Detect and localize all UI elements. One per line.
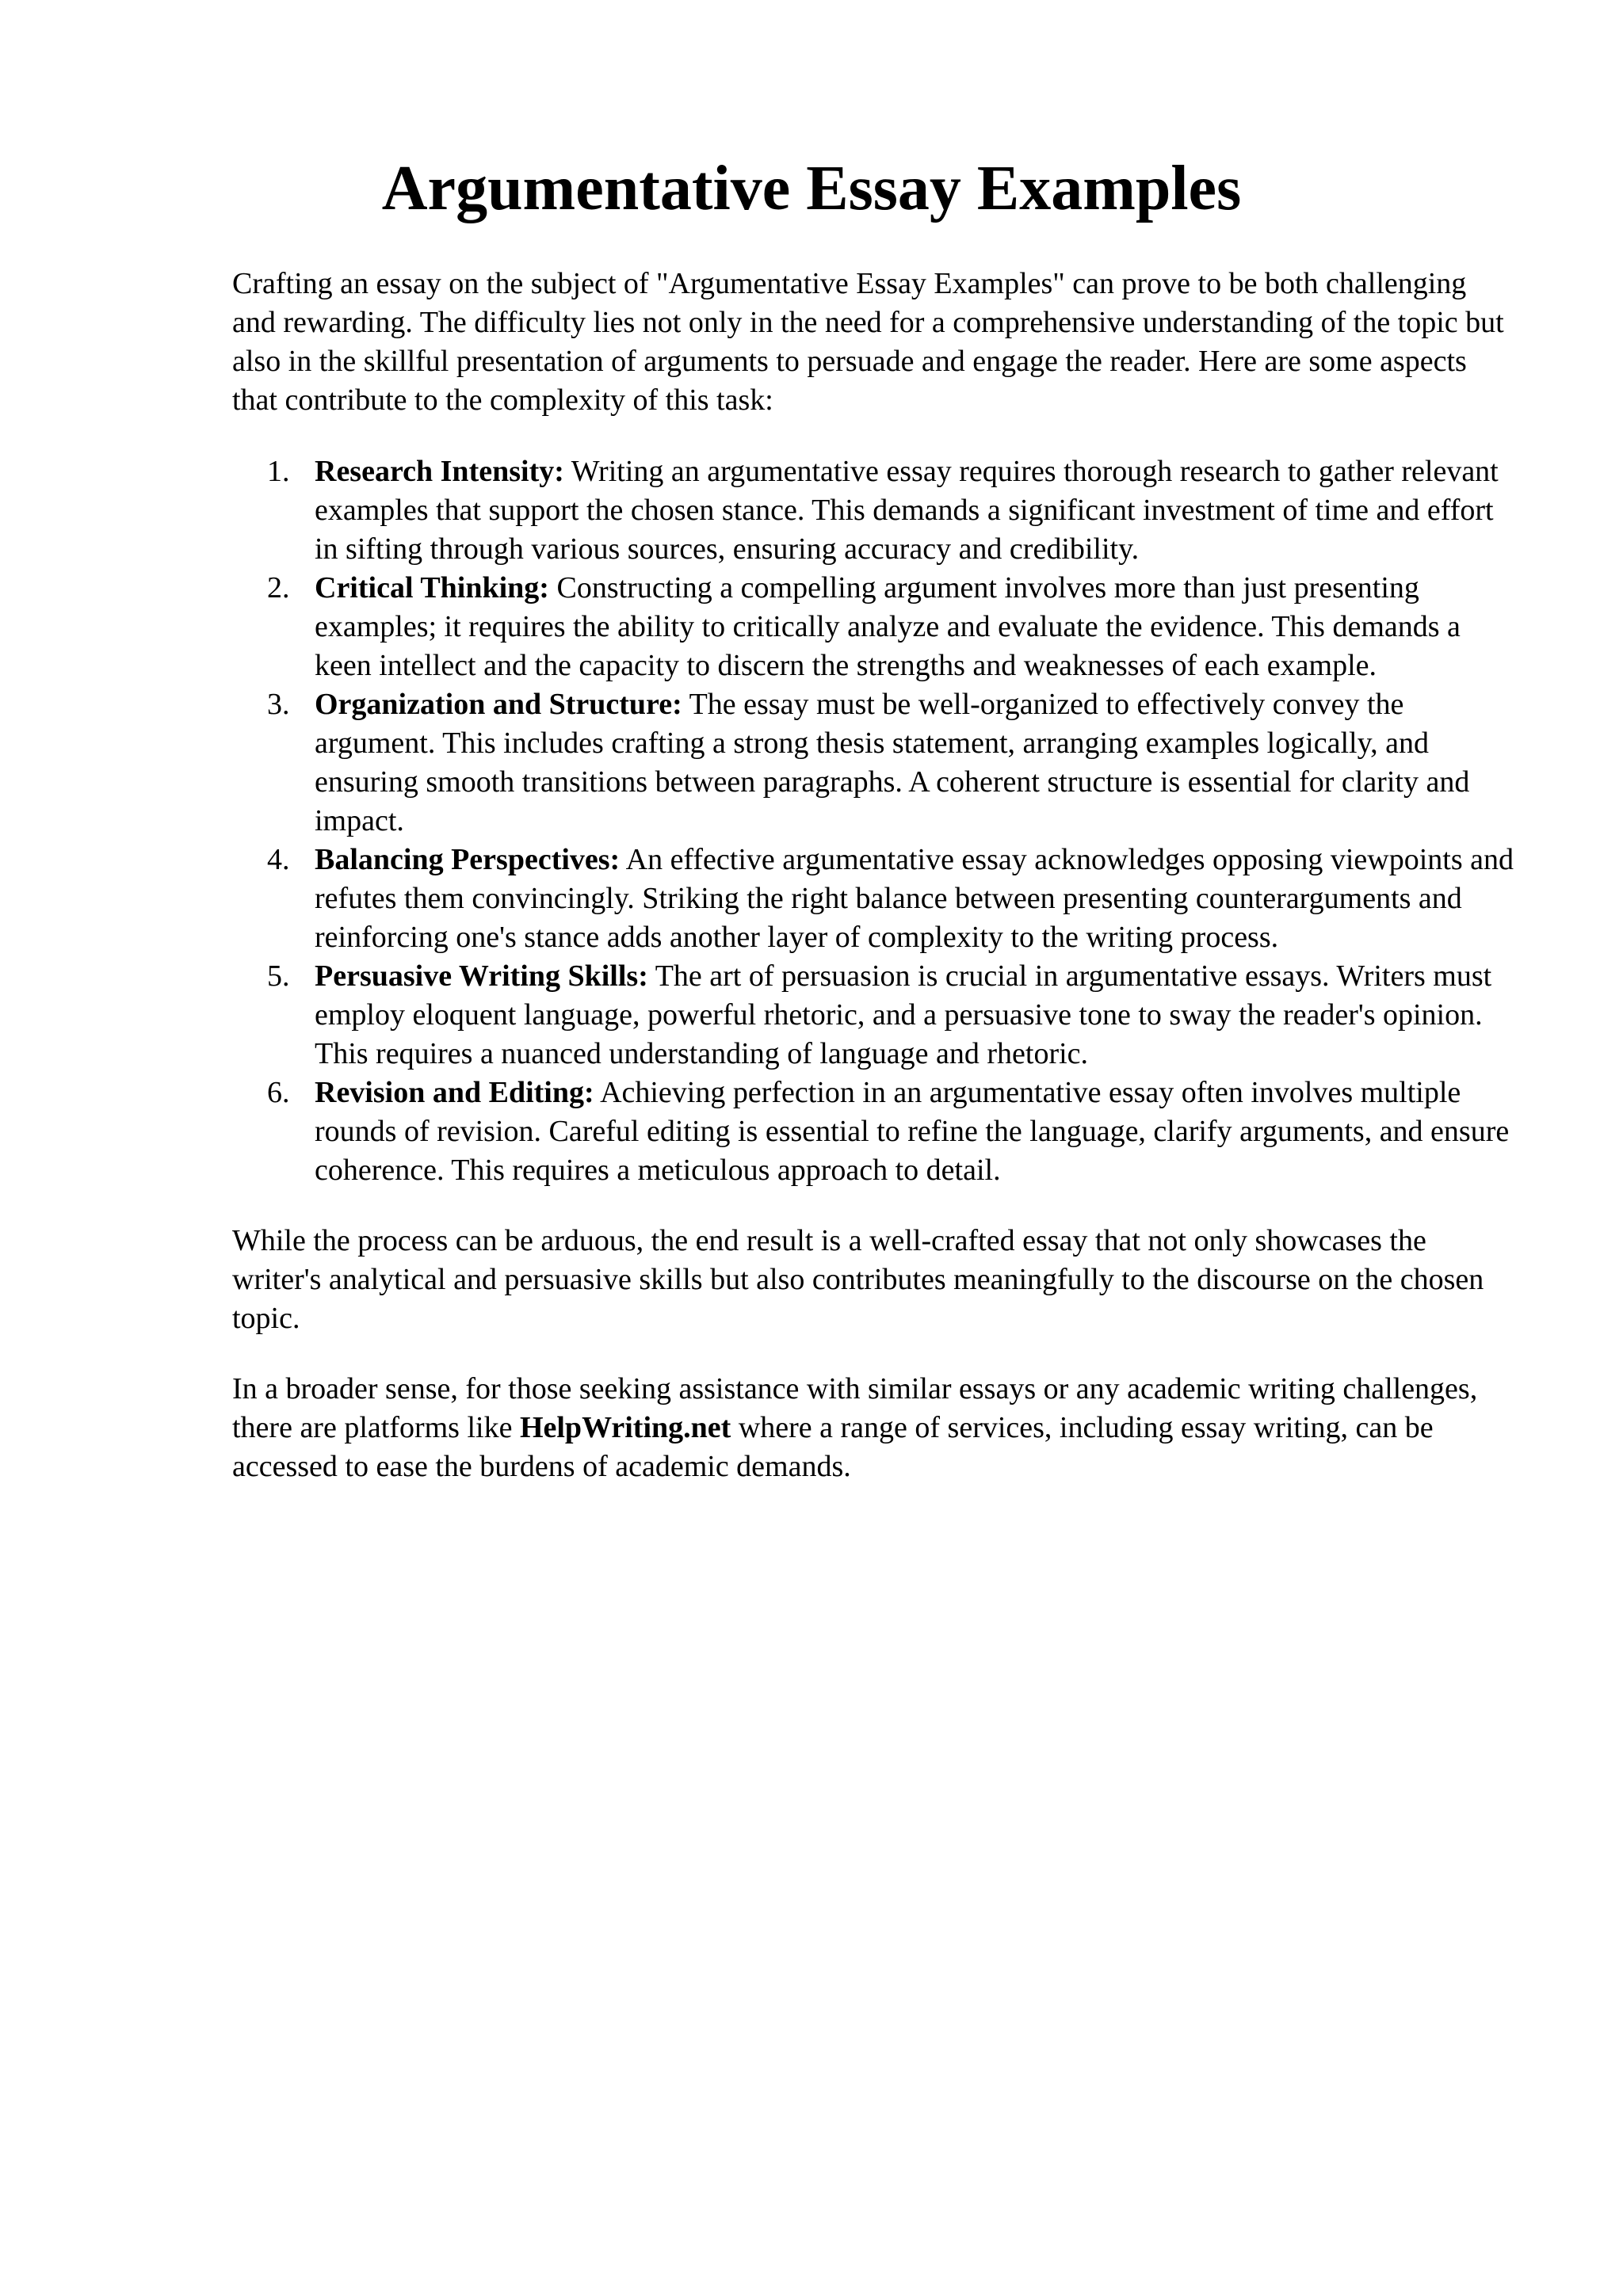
closing-text-after: where a range of services, including essay writing, can be accessed to ease the burdens of academic demands. xyxy=(232,1411,1434,1483)
list-item-revision-and-editing xyxy=(315,1074,1516,1190)
aspect-term: Organization and Structure: xyxy=(315,688,682,721)
aspect-term: Research Intensity: xyxy=(315,455,564,488)
list-item-organization-and-structure xyxy=(315,685,1516,841)
list-item-persuasive-writing-skills xyxy=(315,957,1516,1074)
aspect-text: Achieving perfection in an argumentative essay often involves multiple rounds of revision. Careful editing is essential to refine the language, clarify arguments, and ensure coherence. This requires a meticulous approach to detail. xyxy=(315,1076,1510,1187)
intro-paragraph: Crafting an essay on the subject of "Argumentative Essay Examples" can prove to be both challenging and rewarding. The difficulty lies not only in the need for a comprehensive understanding of the topic but also in the skillful presentation of arguments to persuade and engage the reader. Here are some aspects that contribute to the complexity of this task: xyxy=(232,267,1504,417)
aspects-list xyxy=(232,452,1516,1190)
brand-name: HelpWriting.net xyxy=(519,1411,731,1444)
list-item-balancing-perspectives xyxy=(315,841,1516,957)
aspect-text: Writing an argumentative essay requires thorough research to gather relevant examples that support the chosen stance. This demands a significant investment of time and effort in sifting through various sources, ensuring accuracy and credibility. xyxy=(315,455,1499,566)
aspect-term: Persuasive Writing Skills: xyxy=(315,959,648,993)
list-item-research-intensity xyxy=(315,452,1516,569)
aspect-term: Critical Thinking: xyxy=(315,571,549,605)
aspect-text: Constructing a compelling argument involves more than just presenting examples; it requires the ability to critically analyze and evaluate the evidence. This demands a keen intellect and the capacity to discern the strengths and weaknesses of each example. xyxy=(315,571,1461,682)
list-item-critical-thinking xyxy=(315,569,1516,685)
aspect-text: An effective argumentative essay acknowledges opposing viewpoints and refutes them convincingly. Striking the right balance between presenting counterarguments and reinforcing one's stance adds another layer of complexity to the writing process. xyxy=(315,843,1514,954)
aspect-text: The essay must be well-organized to effectively convey the argument. This includes crafting a strong thesis statement, arranging examples logically, and ensuring smooth transitions between paragraphs. A coherent structure is essential for clarity and impact. xyxy=(315,688,1470,837)
closing-paragraph xyxy=(232,1370,1516,1486)
document-title: Argumentative Essay Examples xyxy=(381,154,1242,223)
aspect-term: Balancing Perspectives: xyxy=(315,843,621,876)
aspect-text: The art of persuasion is crucial in argumentative essays. Writers must employ eloquent language, powerful rhetoric, and a persuasive tone to sway the reader's opinion. This requires a nuanced understanding of language and rhetoric. xyxy=(315,959,1492,1070)
document-body xyxy=(232,265,1516,1486)
aspect-term: Revision and Editing: xyxy=(315,1076,594,1109)
closing-text-before: In a broader sense, for those seeking assistance with similar essays or any academic writing challenges, there are platforms like xyxy=(232,1372,1478,1444)
conclusion-paragraph: While the process can be arduous, the end result is a well-crafted essay that not only showcases the writer's analytical and persuasive skills but also contributes meaningfully to the discourse on the chosen topic. xyxy=(232,1224,1484,1335)
